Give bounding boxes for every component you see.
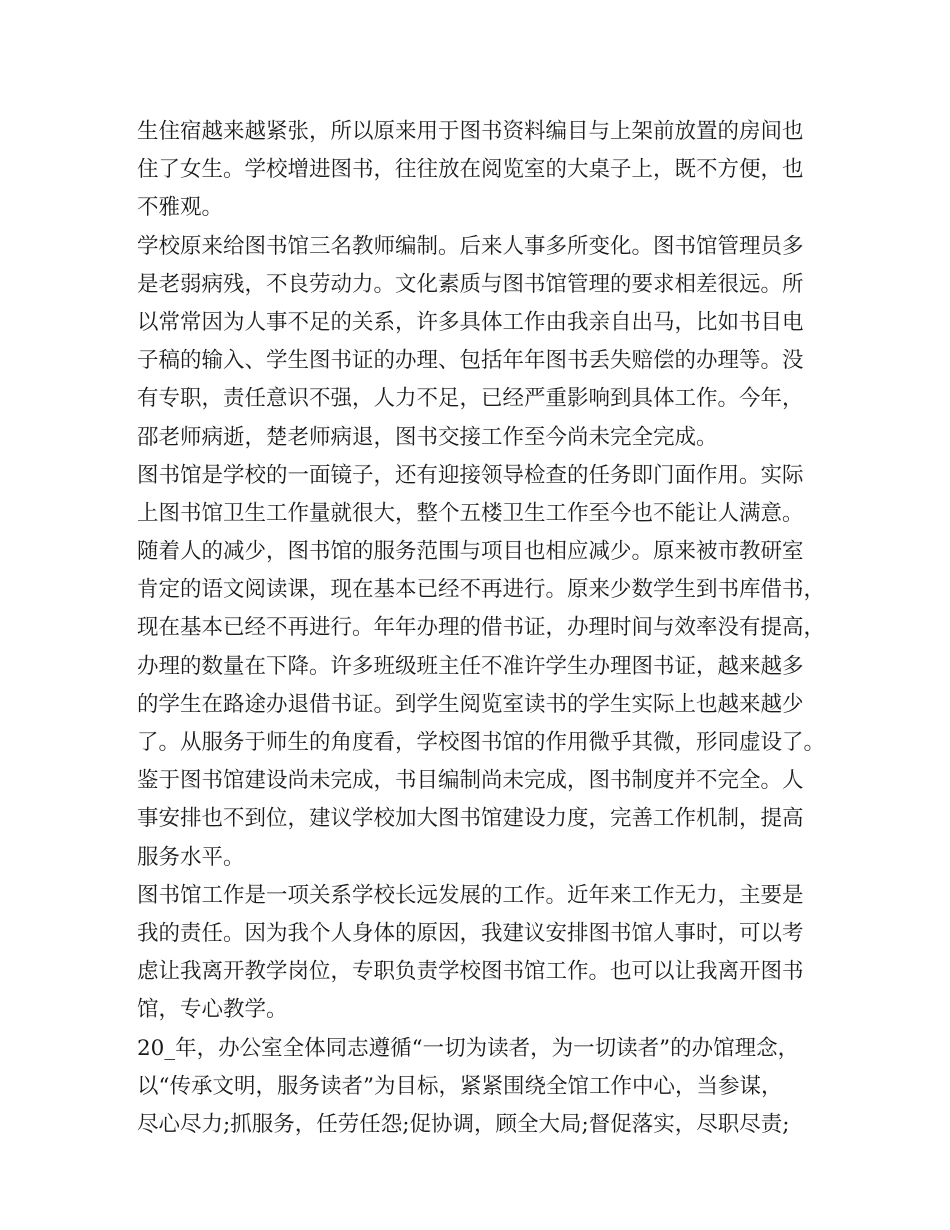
text-line: 生住宿越来越紧张，所以原来用于图书资料编目与上架前放置的房间也 <box>137 119 804 144</box>
text-line: 我的责任。因为我个人身体的原因，我建议安排图书馆人事时，可以考 <box>137 920 804 946</box>
text-line: 上图书馆卫生工作量就很大，整个五楼卫生工作至今也不能让人满意。 <box>137 500 804 526</box>
text-line: 肯定的语文阅读课，现在基本已经不再进行。原来少数学生到书库借书， <box>137 577 826 603</box>
text-line: 事安排也不到位，建议学校加大图书馆建设力度，完善工作机制，提高 <box>137 806 804 832</box>
text-line: 虑让我离开教学岗位，专职负责学校图书馆工作。也可以让我离开图书 <box>137 959 804 985</box>
text-line: 现在基本已经不再进行。年年办理的借书证，办理时间与效率没有提高， <box>137 615 826 641</box>
text-line: 不雅观。 <box>137 195 224 221</box>
text-line: 20_年，办公室全体同志遵循“一切为读者，为一切读者”的办馆理念， <box>137 1035 800 1061</box>
text-line: 住了女生。学校增进图书，往往放在阅览室的大桌子上，既不方便，也 <box>137 157 804 183</box>
text-line: 以“传承文明，服务读者”为目标，紧紧围绕全馆工作中心，当参谋， <box>137 1073 783 1099</box>
text-line: 图书馆是学校的一面镜子，还有迎接领导检查的任务即门面作用。实际 <box>137 462 804 488</box>
text-line: 有专职，责任意识不强，人力不足，已经严重影响到具体工作。今年， <box>137 386 804 412</box>
text-line: 子稿的输入、学生图书证的办理、包括年年图书丢失赔偿的办理等。没 <box>137 348 804 374</box>
text-line: 办理的数量在下降。许多班级班主任不准许学生办理图书证，越来越多 <box>137 653 804 679</box>
text-line: 学校原来给图书馆三名教师编制。后来人事多所变化。图书馆管理员多 <box>137 233 804 259</box>
document-body <box>137 113 827 1144</box>
text-line: 馆，专心教学。 <box>137 997 288 1023</box>
text-line: 鉴于图书馆建设尚未完成，书目编制尚未完成，图书制度并不完全。人 <box>137 768 804 794</box>
text-line: 尽心尽力;抓服务，任劳任怨;促协调，顾全大局;督促落实，尽职尽责; <box>137 1111 790 1137</box>
text-line: 了。从服务于师生的角度看，学校图书馆的作用微乎其微，形同虚设了。 <box>137 730 826 755</box>
text-line: 以常常因为人事不足的关系，许多具体工作由我亲自出马，比如书目电 <box>137 309 804 335</box>
text-line: 邵老师病逝，楚老师病退，图书交接工作至今尚未完全完成。 <box>137 424 718 450</box>
text-line: 是老弱病残，不良劳动力。文化素质与图书馆管理的要求相差很远。所 <box>137 271 804 297</box>
text-line: 随着人的减少，图书馆的服务范围与项目也相应减少。原来被市教研室 <box>137 539 804 565</box>
text-line: 的学生在路途办退借书证。到学生阅览室读书的学生实际上也越来越少 <box>137 691 804 717</box>
text-line: 图书馆工作是一项关系学校长远发展的工作。近年来工作无力，主要是 <box>137 882 804 908</box>
text-line: 服务水平。 <box>137 844 245 870</box>
